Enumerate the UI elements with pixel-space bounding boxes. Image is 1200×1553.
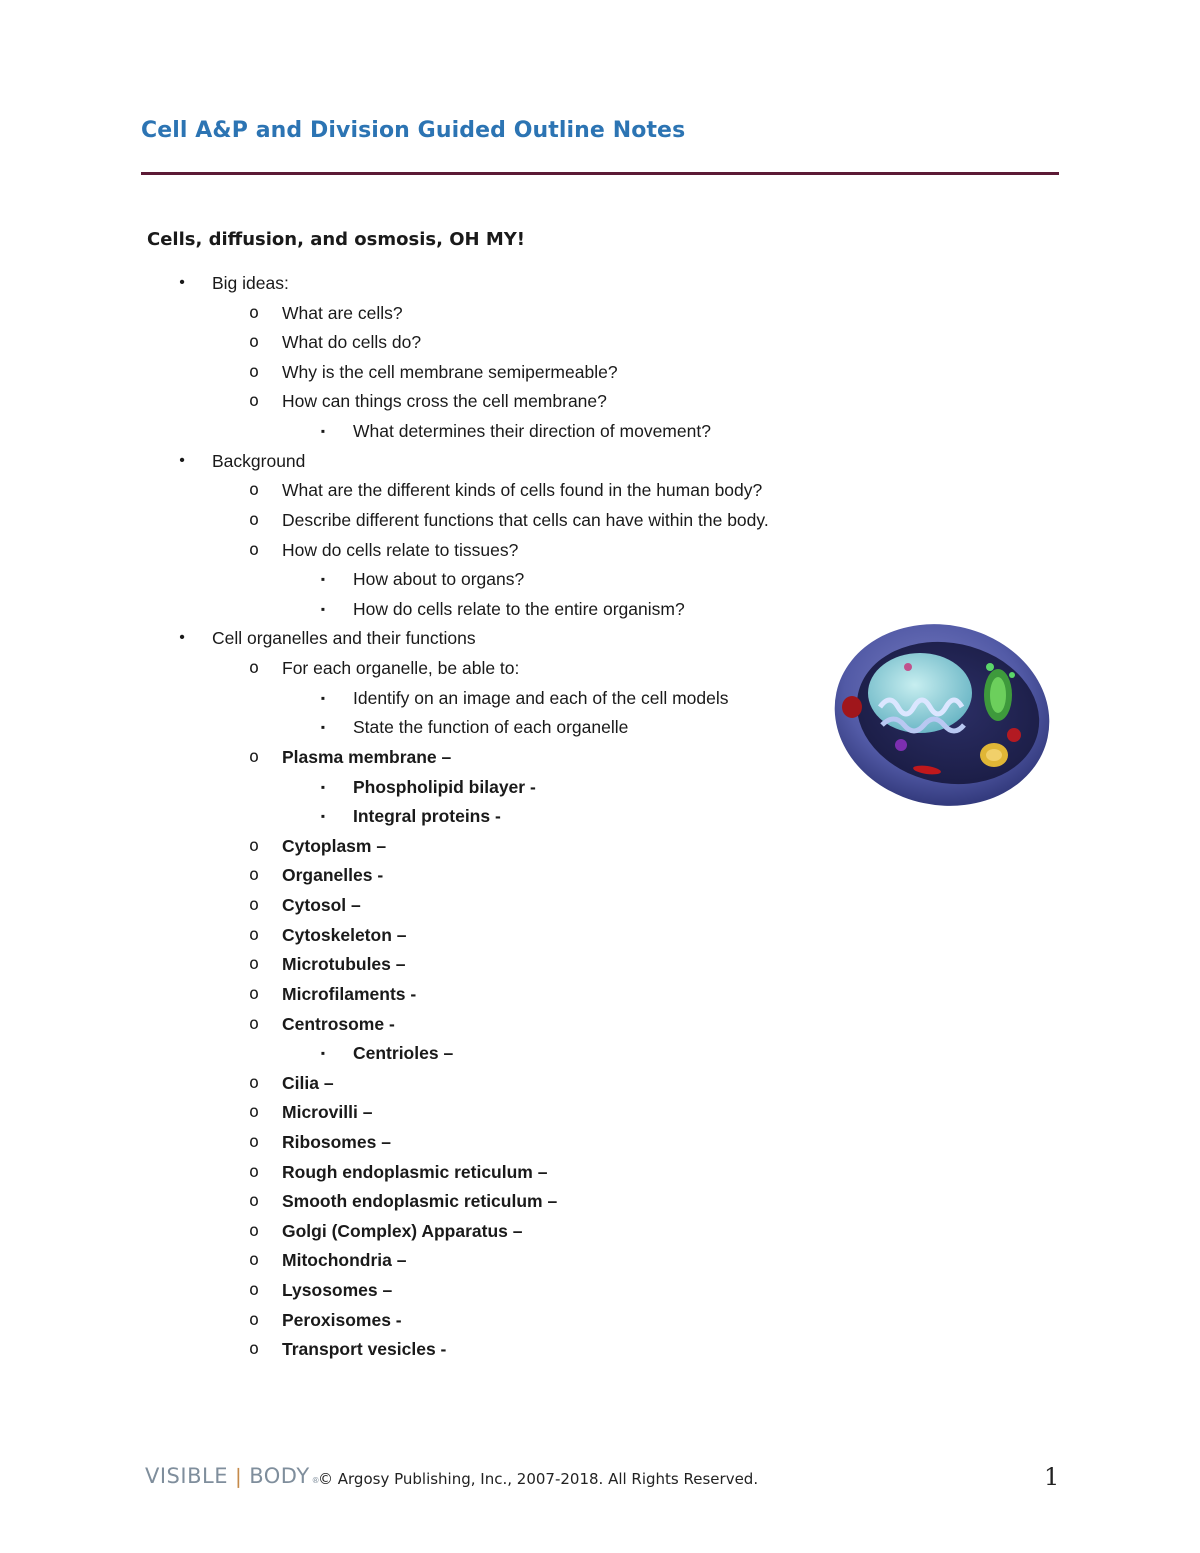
- outline-item-text: Cell organelles and their functions: [212, 628, 476, 649]
- outline-item-level-2: [248, 1247, 407, 1273]
- circle-marker: o: [248, 1191, 260, 1212]
- outline-item-level-1: [179, 625, 476, 651]
- outline-item-text: What are cells?: [282, 302, 403, 323]
- square-marker: ▪: [320, 779, 326, 794]
- circle-marker: o: [248, 480, 260, 501]
- outline-item-level-2: [248, 1011, 395, 1037]
- outline-item-level-2: [248, 1129, 391, 1155]
- outline-item-level-3: [320, 803, 501, 829]
- outline-item-text: Centrosome -: [282, 1013, 395, 1034]
- circle-marker: o: [248, 746, 260, 767]
- circle-marker: o: [248, 1131, 260, 1152]
- outline-item-text: How about to organs?: [353, 569, 525, 590]
- outline-item-text: Lysosomes –: [282, 1280, 393, 1301]
- outline-item-level-2: [248, 507, 769, 533]
- circle-marker: o: [248, 1250, 260, 1271]
- circle-marker: o: [248, 835, 260, 856]
- copyright-notice: © Argosy Publishing, Inc., 2007-2018. All Rights Reserved.: [318, 1470, 759, 1488]
- outline-item-text: What are the different kinds of cells found in the human body?: [282, 480, 763, 501]
- outline-item-text: Ribosomes –: [282, 1131, 391, 1152]
- document-title: Cell A&P and Division Guided Outline Notes: [141, 118, 686, 143]
- outline-item-level-3: [320, 774, 536, 800]
- bullet-marker: •: [179, 629, 185, 647]
- outline-item-text: For each organelle, be able to:: [282, 658, 520, 679]
- outline-item-text: Microtubules –: [282, 954, 406, 975]
- square-marker: ▪: [320, 809, 326, 824]
- square-marker: ▪: [320, 720, 326, 735]
- outline-item-text: Big ideas:: [212, 273, 289, 293]
- outline-item-text: Transport vesicles -: [282, 1339, 447, 1360]
- outline-item-level-2: [248, 477, 763, 503]
- circle-marker: o: [248, 1072, 260, 1093]
- square-marker: ▪: [320, 424, 326, 439]
- logo-text-body: BODY: [249, 1464, 310, 1488]
- circle-marker: o: [248, 391, 260, 412]
- bullet-marker: •: [179, 274, 185, 291]
- square-marker: ▪: [320, 1046, 326, 1061]
- circle-marker: o: [248, 539, 260, 560]
- outline-item-text: Plasma membrane –: [282, 746, 452, 767]
- outline-item-text: Cytoplasm –: [282, 835, 387, 856]
- outline-item-level-3: [320, 566, 525, 592]
- outline-item-level-2: [248, 1159, 548, 1185]
- outline-item-level-2: [248, 1070, 334, 1096]
- outline-item-level-3: [320, 418, 711, 444]
- circle-marker: o: [248, 895, 260, 916]
- outline-item-text: Mitochondria –: [282, 1250, 407, 1271]
- outline-item-level-2: [248, 951, 406, 977]
- outline-item-level-2: [248, 655, 520, 681]
- outline-item-level-2: [248, 862, 384, 888]
- circle-marker: o: [248, 954, 260, 975]
- outline-item-level-2: [248, 1336, 447, 1362]
- circle-marker: o: [248, 658, 260, 679]
- outline-item-level-2: [248, 981, 417, 1007]
- outline-item-text: Identify on an image and each of the cell models: [353, 687, 729, 708]
- outline-item-text: Organelles -: [282, 865, 384, 886]
- circle-marker: o: [248, 865, 260, 886]
- outline-item-text: Why is the cell membrane semipermeable?: [282, 361, 618, 382]
- outline-item-text: Phospholipid bilayer -: [353, 776, 536, 797]
- outline-item-level-2: [248, 359, 618, 385]
- outline-item-text: How do cells relate to tissues?: [282, 539, 519, 560]
- outline-item-text: Background: [212, 450, 306, 471]
- outline-item-text: Cytoskeleton –: [282, 924, 407, 945]
- outline-item-level-2: [248, 744, 452, 770]
- outline-item-text: Microfilaments -: [282, 983, 417, 1004]
- outline-item-text: Microvilli –: [282, 1102, 373, 1123]
- outline-item-level-3: [320, 714, 629, 740]
- outline-item-text: Describe different functions that cells can have within the body.: [282, 509, 769, 530]
- bullet-marker: •: [179, 451, 185, 469]
- circle-marker: o: [248, 1102, 260, 1123]
- title-divider: [141, 172, 1059, 175]
- outline-item-level-1: [179, 270, 289, 296]
- circle-marker: o: [248, 1339, 260, 1360]
- outline-item-level-2: [248, 1099, 373, 1125]
- outline-item-level-2: [248, 1188, 558, 1214]
- animal-cell-icon: [830, 615, 1052, 810]
- outline-item-text: What do cells do?: [282, 332, 422, 353]
- outline-item-level-2: [248, 300, 403, 326]
- outline-item-level-2: [248, 892, 361, 918]
- outline-item-level-2: [248, 1277, 393, 1303]
- outline-item-level-2: [248, 922, 407, 948]
- circle-marker: o: [248, 924, 260, 945]
- outline-item-level-2: [248, 1218, 523, 1244]
- outline-item-level-1: [179, 448, 306, 474]
- registered-mark: ®: [311, 1476, 321, 1485]
- circle-marker: o: [248, 1309, 260, 1330]
- outline-item-text: Rough endoplasmic reticulum –: [282, 1161, 548, 1182]
- circle-marker: o: [248, 332, 260, 353]
- square-marker: ▪: [320, 601, 326, 616]
- outline-item-text: Golgi (Complex) Apparatus –: [282, 1220, 523, 1241]
- outline-item-level-3: [320, 685, 729, 711]
- outline-item-text: Cytosol –: [282, 895, 361, 916]
- square-marker: ▪: [320, 572, 326, 587]
- section-heading: Cells, diffusion, and osmosis, OH MY!: [147, 229, 525, 250]
- outline-item-text: How do cells relate to the entire organism?: [353, 598, 685, 619]
- outline-item-text: How can things cross the cell membrane?: [282, 391, 607, 412]
- outline-item-text: What determines their direction of movement?: [353, 421, 711, 442]
- square-marker: ▪: [320, 690, 326, 705]
- circle-marker: o: [248, 1220, 260, 1241]
- circle-marker: o: [248, 1280, 260, 1301]
- outline-item-level-2: [248, 1307, 402, 1333]
- outline-item-text: Centrioles –: [353, 1043, 454, 1064]
- outline-item-level-3: [320, 1040, 454, 1066]
- circle-marker: o: [248, 983, 260, 1004]
- circle-marker: o: [248, 302, 260, 323]
- circle-marker: o: [248, 1013, 260, 1034]
- outline-item-text: Cilia –: [282, 1072, 334, 1093]
- outline-item-level-2: [248, 329, 422, 355]
- circle-marker: o: [248, 509, 260, 530]
- outline-item-level-3: [320, 596, 685, 622]
- outline-item-level-2: [248, 537, 519, 563]
- human-figure-icon: ❘: [229, 1464, 248, 1488]
- logo-text-visible: VISIBLE: [145, 1464, 228, 1488]
- outline-item-text: State the function of each organelle: [353, 717, 629, 738]
- outline-item-text: Peroxisomes -: [282, 1309, 402, 1330]
- outline-item-level-2: [248, 388, 607, 414]
- page-number: 1: [1044, 1463, 1060, 1491]
- circle-marker: o: [248, 361, 260, 382]
- outline-item-text: Integral proteins -: [353, 806, 501, 827]
- visible-body-logo: [145, 1464, 320, 1488]
- outline-item-level-2: [248, 833, 387, 859]
- circle-marker: o: [248, 1161, 260, 1182]
- outline-item-text: Smooth endoplasmic reticulum –: [282, 1191, 558, 1212]
